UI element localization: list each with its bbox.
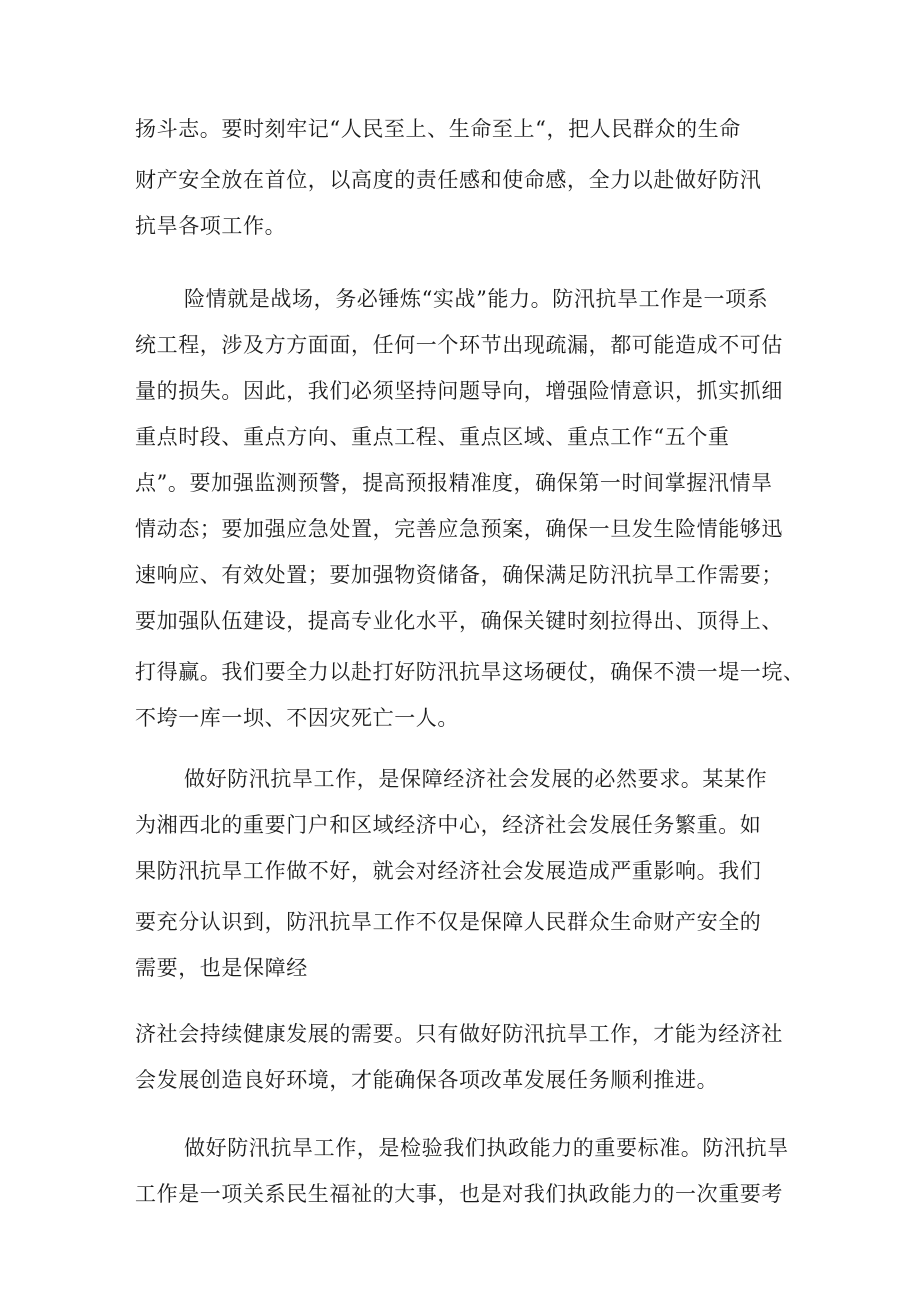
text-line: 扬斗志。要时刻牢记“人民至上、生命至上“，把人民群众的生命 [135,117,741,141]
text-line: 要充分认识到，防汛抗旱工作不仅是保障人民群众生命财产安全的 [135,910,762,934]
text-line: 果防汛抗旱工作做不好，就会对经济社会发展造成严重影响。我们 [135,859,762,883]
text-line: 为湘西北的重要门户和区域经济中心，经济社会发展任务繁重。如 [135,813,762,837]
text-line: 工作是一项关系民生福祉的大事，也是对我们执政能力的一次重要考 [135,1182,783,1206]
text-line: 抗旱各项工作。 [135,214,287,238]
text-line: 做好防汛抗旱工作，是检验我们执政能力的重要标准。防汛抗旱 [184,1136,789,1160]
text-line: 情动态；要加强应急处置，完善应急预案，确保一旦发生险情能够迅 [135,517,783,541]
text-line: 不垮一库一坝、不因灾死亡一人。 [135,706,459,730]
text-line: 需要，也是保障经 [135,956,308,980]
text-line: 速响应、有效处置；要加强物资储备，确保满足防汛抗旱工作需要； [135,563,783,587]
text-line: 会发展创造良好环境，才能确保各项改革发展任务顺利推进。 [135,1068,719,1092]
text-line: 量的损失。因此，我们必须坚持问题导向，增强险情意识，抓实抓细 [135,379,783,403]
text-line: 做好防汛抗旱工作，是保障经济社会发展的必然要求。某某作 [184,767,768,791]
text-line: 打得赢。我们要全力以赴打好防汛抗旱这场硬仗，确保不溃一堤一垸、 [135,660,805,684]
text-line: 要加强队伍建设，提高专业化水平，确保关键时刻拉得出、顶得上、 [135,609,783,633]
text-line: 济社会持续健康发展的需要。只有做好防汛抗旱工作，才能为经济社 [135,1022,783,1046]
text-line: 重点时段、重点方向、重点工程、重点区域、重点工作“五个重 [135,425,730,449]
text-line: 财产安全放在首位，以高度的责任感和使命感，全力以赴做好防汛 [135,168,762,192]
text-line: 险情就是战场，务必锤炼“实战”能力。防汛抗旱工作是一项系 [184,287,769,311]
text-line: 点”。要加强监测预警，提高预报精准度，确保第一时间掌握汛情旱 [135,471,773,495]
text-line: 统工程，涉及方方面面，任何一个环节出现疏漏，都可能造成不可估 [135,333,783,357]
